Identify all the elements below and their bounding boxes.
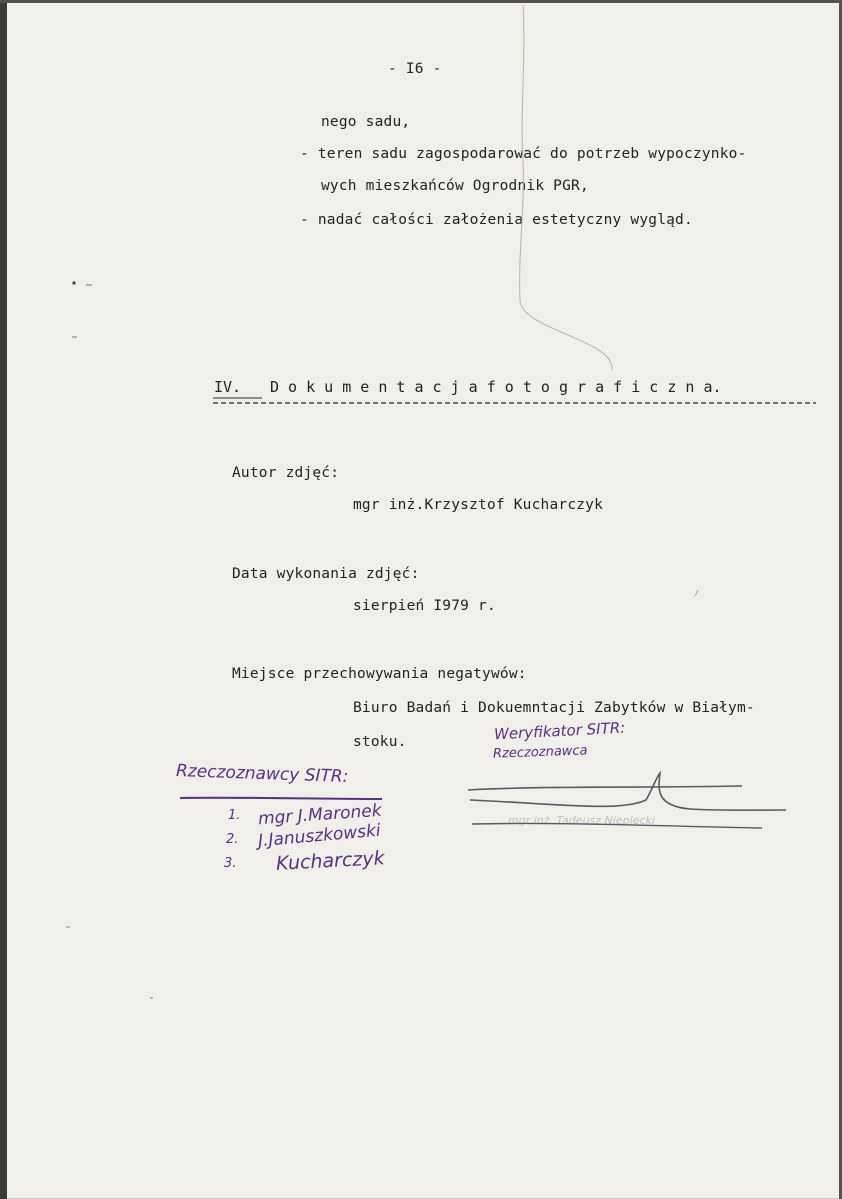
date-value: sierpień I979 r. xyxy=(353,598,496,614)
page-number: - I6 - xyxy=(388,61,442,77)
scan-mark xyxy=(695,590,698,596)
section-number: IV. xyxy=(214,378,242,396)
verifier-signature-stroke-3 xyxy=(472,823,762,828)
expert-2-signature: J.Januszkowski xyxy=(257,820,382,852)
scan-mark xyxy=(72,281,75,284)
verifier-role: Rzeczoznawca xyxy=(492,743,588,762)
text-line-3: wych mieszkańców Ogrodnik PGR, xyxy=(321,178,589,194)
date-label: Data wykonania zdjęć: xyxy=(232,566,420,582)
experts-heading-underline xyxy=(180,798,382,799)
section-title: D o k u m e n t a c j a f o t o g r a f i c z n a. xyxy=(270,378,722,396)
storage-label: Miejsce przechowywania negatywów: xyxy=(232,666,527,682)
verifier-signature-stroke-1 xyxy=(468,786,742,790)
expert-3-num: 3. xyxy=(224,856,237,871)
text-line-2: - teren sadu zagospodarować do potrzeb wypoczynko- xyxy=(300,146,747,162)
expert-1-num: 1. xyxy=(228,808,241,823)
fold-crease xyxy=(520,5,612,370)
expert-2-num: 2. xyxy=(226,832,239,847)
author-value: mgr inż.Krzysztof Kucharczyk xyxy=(353,497,604,513)
verifier-signature-stroke-2 xyxy=(470,773,786,810)
text-line-4: - nadać całości założenia estetyczny wygląd. xyxy=(300,212,693,228)
storage-value-line1: Biuro Badań i Dokuemntacji Zabytków w Białym- xyxy=(353,700,755,716)
verifier-stamp-text: mgr inż. Tadeusz Nieplecki xyxy=(508,814,655,827)
expert-3-signature: Kucharczyk xyxy=(275,847,386,875)
expert-1-signature: mgr J.Maronek xyxy=(257,800,383,830)
author-label: Autor zdjęć: xyxy=(232,465,340,481)
experts-heading: Rzeczoznawcy SITR: xyxy=(175,760,349,788)
storage-value-line2: stoku. xyxy=(353,734,407,750)
text-line-1: nego sadu, xyxy=(321,114,411,130)
verifier-title: Weryfikator SITR: xyxy=(493,718,626,744)
